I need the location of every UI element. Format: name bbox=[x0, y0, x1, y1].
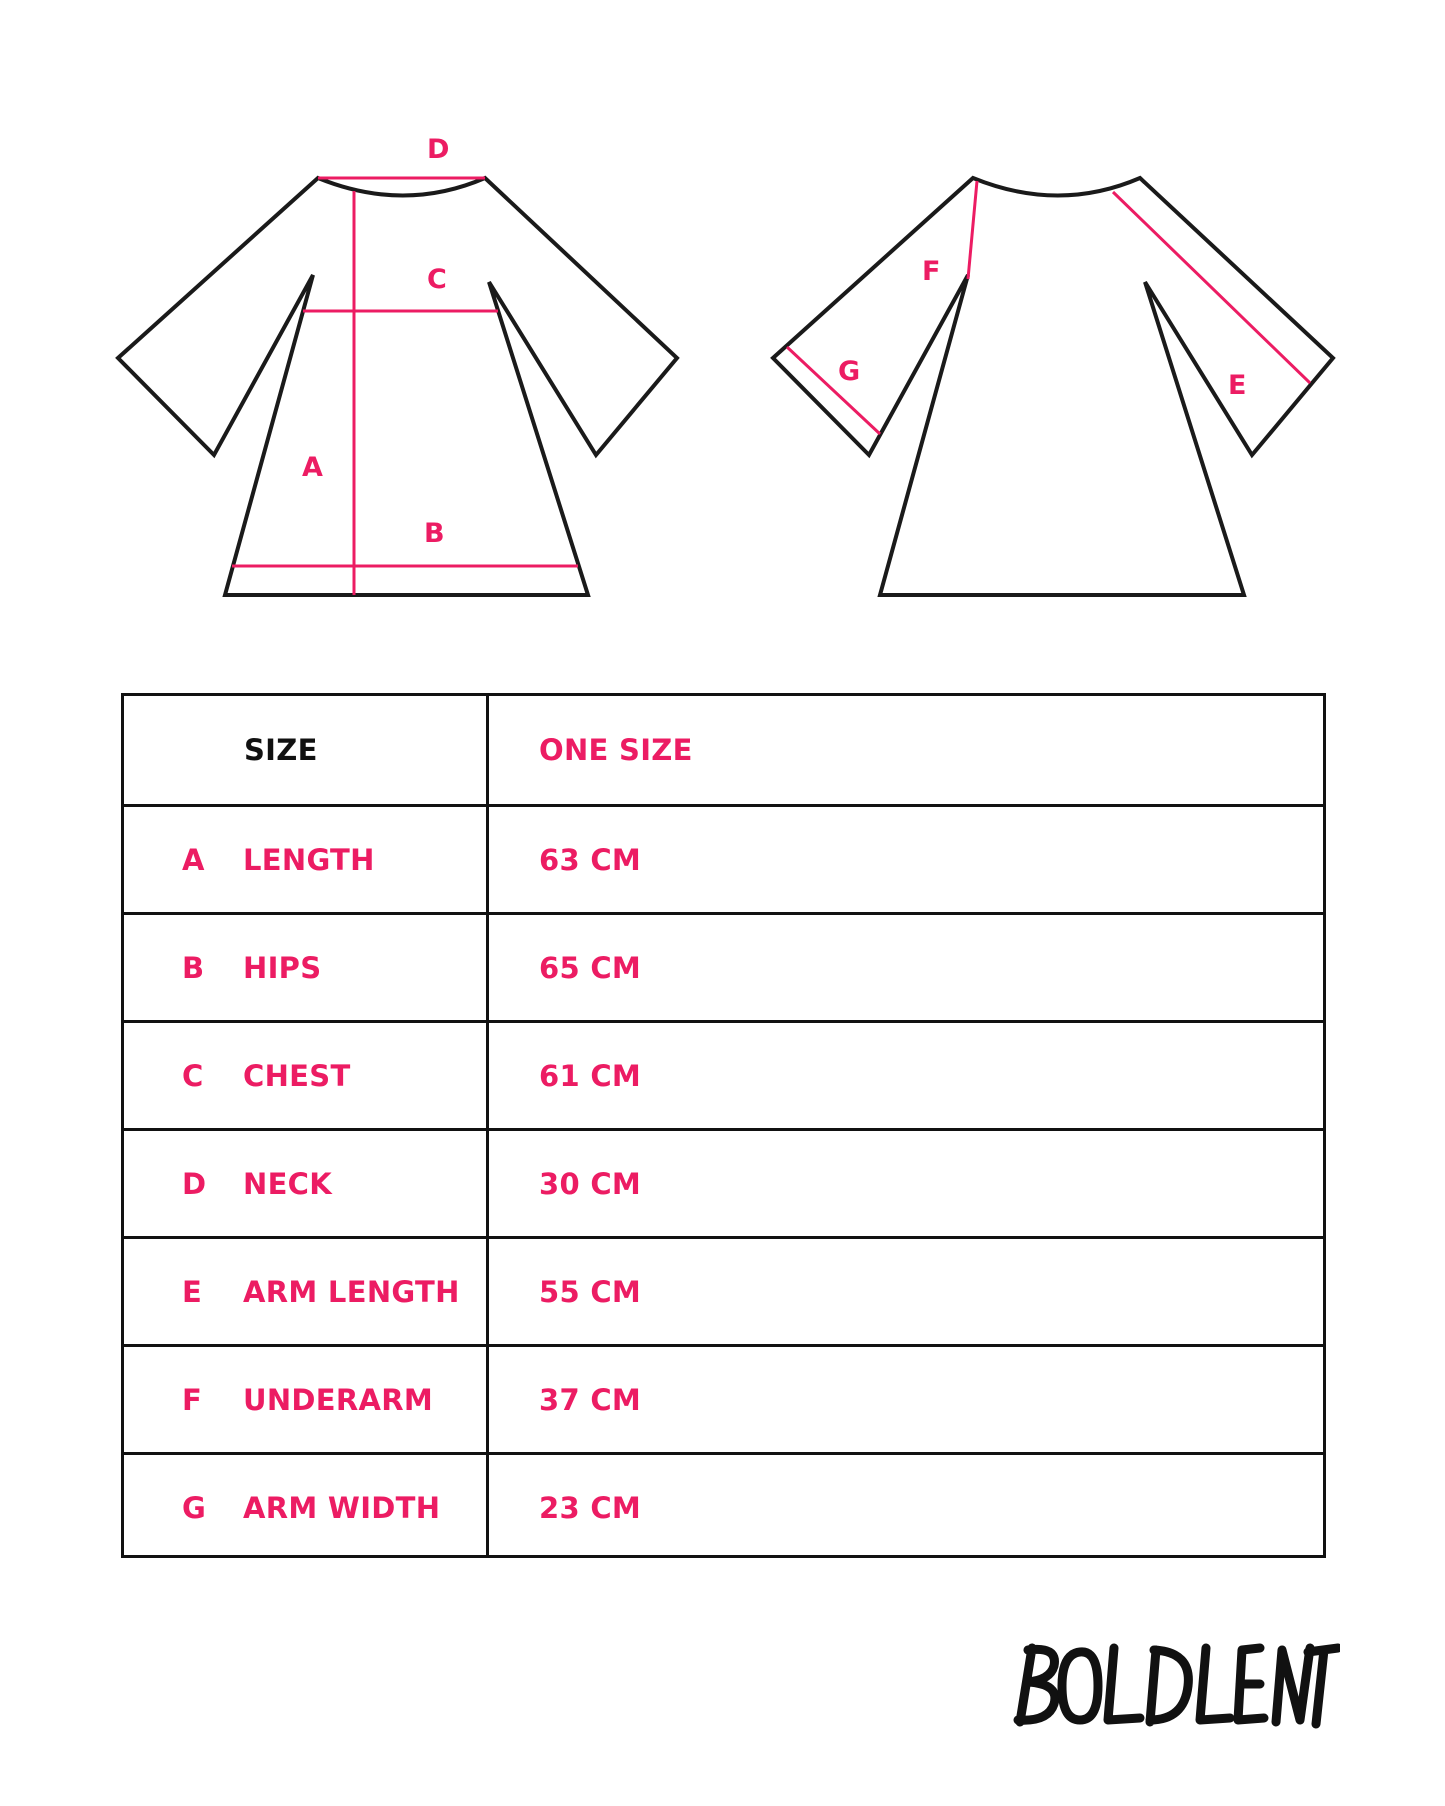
measurement-diagram bbox=[0, 0, 1445, 640]
label-d: D bbox=[427, 134, 450, 165]
table-row bbox=[124, 1452, 1323, 1560]
row-measure-value: 63 CM bbox=[539, 842, 642, 877]
table-header-row bbox=[124, 696, 1323, 804]
row-measure-name: ARM LENGTH bbox=[243, 1274, 460, 1309]
label-b: B bbox=[424, 518, 445, 549]
row-letter: E bbox=[182, 1274, 203, 1309]
row-measure-name: UNDERARM bbox=[243, 1382, 434, 1417]
row-letter: G bbox=[182, 1490, 207, 1525]
table-row bbox=[124, 1236, 1323, 1344]
size-table bbox=[121, 693, 1326, 1558]
table-row bbox=[124, 1344, 1323, 1452]
label-c: C bbox=[427, 264, 447, 295]
table-row bbox=[124, 912, 1323, 1020]
row-measure-name: ARM WIDTH bbox=[243, 1490, 441, 1525]
row-letter: C bbox=[182, 1058, 204, 1093]
row-measure-value: 55 CM bbox=[539, 1274, 642, 1309]
underarm-measure-line bbox=[968, 181, 977, 279]
brand-logo bbox=[1010, 1640, 1340, 1730]
column-divider bbox=[486, 696, 489, 1555]
row-measure-value: 23 CM bbox=[539, 1490, 642, 1525]
row-letter: F bbox=[182, 1382, 203, 1417]
label-f: F bbox=[922, 256, 941, 287]
arm-length-measure-line bbox=[1113, 192, 1310, 383]
back-garment-view bbox=[773, 178, 1333, 595]
label-e: E bbox=[1228, 370, 1247, 401]
front-garment-view bbox=[118, 134, 677, 595]
row-letter: B bbox=[182, 950, 205, 985]
row-letter: D bbox=[182, 1166, 207, 1201]
row-measure-name: LENGTH bbox=[243, 842, 375, 877]
table-row bbox=[124, 804, 1323, 912]
row-measure-name: HIPS bbox=[243, 950, 322, 985]
label-g: G bbox=[838, 356, 861, 387]
size-header-label: SIZE bbox=[244, 733, 318, 767]
row-letter: A bbox=[182, 842, 205, 877]
table-row bbox=[124, 1020, 1323, 1128]
row-measure-value: 61 CM bbox=[539, 1058, 642, 1093]
front-garment-outline bbox=[118, 178, 677, 595]
row-measure-name: NECK bbox=[243, 1166, 333, 1201]
row-measure-value: 65 CM bbox=[539, 950, 642, 985]
label-a: A bbox=[302, 452, 323, 483]
table-row bbox=[124, 1128, 1323, 1236]
row-measure-value: 37 CM bbox=[539, 1382, 642, 1417]
row-measure-name: CHEST bbox=[243, 1058, 351, 1093]
row-measure-value: 30 CM bbox=[539, 1166, 642, 1201]
size-header-value: ONE SIZE bbox=[539, 733, 693, 767]
